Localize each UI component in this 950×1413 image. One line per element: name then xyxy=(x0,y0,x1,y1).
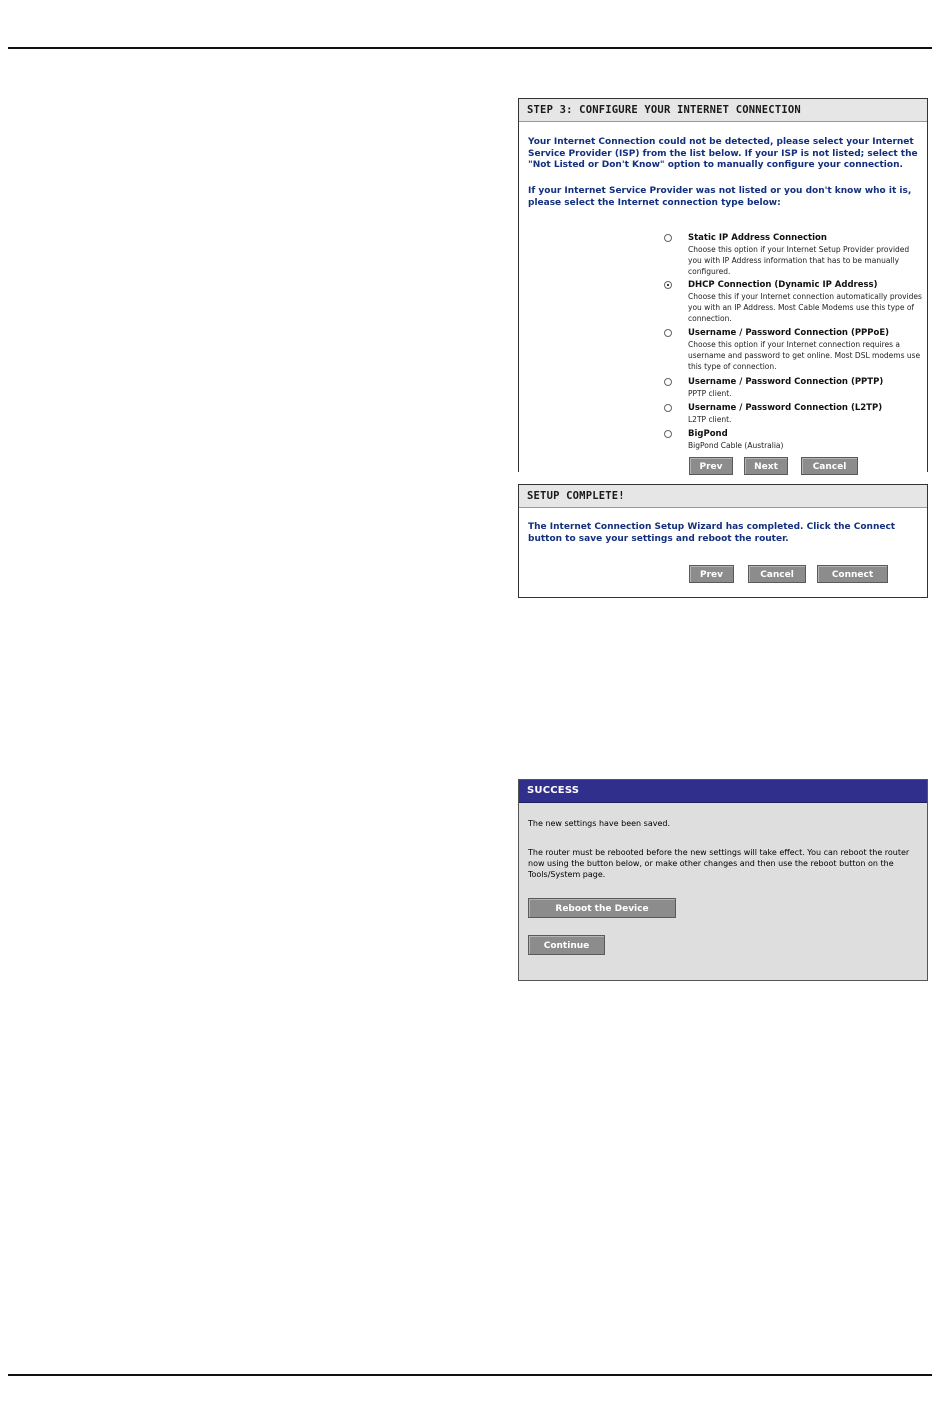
prev-button[interactable]: Prev xyxy=(689,565,734,583)
success-header: SUCCESS xyxy=(519,780,927,803)
top-rule xyxy=(8,47,932,49)
success-panel xyxy=(518,779,928,981)
option-title: Username / Password Connection (L2TP) xyxy=(688,403,883,413)
option-title: Username / Password Connection (PPTP) xyxy=(688,377,884,387)
radio-pptp[interactable] xyxy=(664,378,672,386)
continue-button[interactable]: Continue xyxy=(528,935,605,955)
radio-static-ip[interactable] xyxy=(664,234,672,242)
option-desc: BigPond Cable (Australia) xyxy=(688,441,784,450)
option-desc: Choose this if your Internet connection automatically provides you with an IP Address. Most Cable Modems use this type of connection. xyxy=(688,292,922,323)
radio-pppoe[interactable] xyxy=(664,329,672,337)
cancel-button[interactable]: Cancel xyxy=(748,565,806,583)
setup-complete-panel xyxy=(518,484,928,598)
option-desc: Choose this option if your Internet Setup Provider provided you with IP Address information that has to be manually configured. xyxy=(688,245,910,276)
option-desc: L2TP client. xyxy=(688,415,732,424)
reboot-device-button[interactable]: Reboot the Device xyxy=(528,898,676,918)
option-title: Username / Password Connection (PPPoE) xyxy=(688,328,890,338)
prev-button[interactable]: Prev xyxy=(689,457,733,475)
success-reboot-text: The router must be rebooted before the new settings will take effect. You can reboot the router now using the button below, or make other changes and then use the reboot button on the Tools/System page. xyxy=(528,848,910,879)
success-saved-text: The new settings have been saved. xyxy=(528,819,670,828)
bottom-rule xyxy=(8,1374,932,1376)
option-title: Static IP Address Connection xyxy=(688,233,827,243)
option-desc: Choose this option if your Internet connection requires a username and password to get online. Most DSL modems use this type of connection. xyxy=(688,340,921,371)
setup-complete-message: The Internet Connection Setup Wizard has completed. Click the Connect button to save your settings and reboot the router. xyxy=(528,522,896,544)
radio-dhcp[interactable] xyxy=(664,281,672,289)
option-title: DHCP Connection (Dynamic IP Address) xyxy=(688,280,878,290)
radio-l2tp[interactable] xyxy=(664,404,672,412)
radio-bigpond[interactable] xyxy=(664,430,672,438)
next-button[interactable]: Next xyxy=(744,457,788,475)
setup-complete-header: SETUP COMPLETE! xyxy=(519,485,927,508)
option-desc: PPTP client. xyxy=(688,389,732,398)
cancel-button[interactable]: Cancel xyxy=(801,457,858,475)
step3-intro2: If your Internet Service Provider was not listed or you don't know who it is, please select the Internet connection type below: xyxy=(528,186,912,208)
step3-header: STEP 3: CONFIGURE YOUR INTERNET CONNECTION xyxy=(519,99,927,122)
option-title: BigPond xyxy=(688,429,728,439)
step3-intro: Your Internet Connection could not be detected, please select your Internet Service Provider (ISP) from the list below. If your ISP is not listed; select the "Not Listed or Don't Know" option to manually configure your connection. xyxy=(528,137,918,170)
step3-panel xyxy=(518,98,928,472)
connect-button[interactable]: Connect xyxy=(817,565,888,583)
